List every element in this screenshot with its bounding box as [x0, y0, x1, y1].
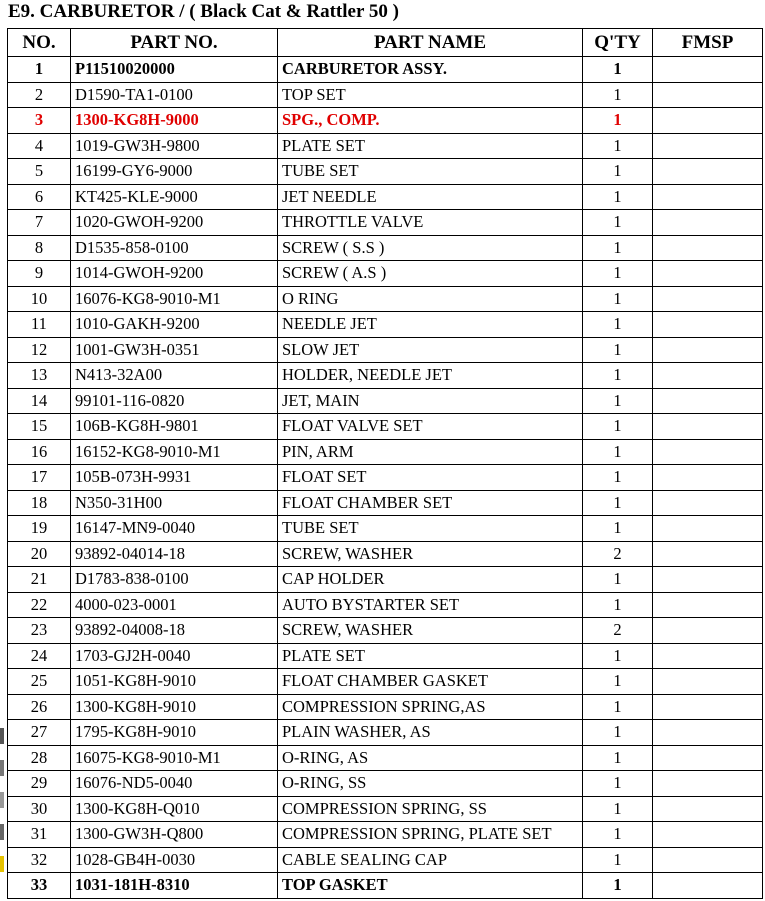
- row-number: 14: [8, 388, 71, 414]
- part-name-cell: FLOAT VALVE SET: [278, 414, 583, 440]
- table-row: [8, 108, 763, 134]
- row-number: 6: [8, 184, 71, 210]
- row-number: 7: [8, 210, 71, 236]
- quantity-cell: 1: [583, 108, 653, 134]
- table-row: [8, 745, 763, 771]
- part-name-cell: NEEDLE JET: [278, 312, 583, 338]
- part-name-cell: SCREW, WASHER: [278, 618, 583, 644]
- quantity-cell: 1: [583, 159, 653, 185]
- quantity-cell: 1: [583, 337, 653, 363]
- part-name-cell: SCREW ( A.S ): [278, 261, 583, 287]
- part-name-cell: TUBE SET: [278, 159, 583, 185]
- quantity-cell: 1: [583, 414, 653, 440]
- fmsp-cell: [653, 643, 763, 669]
- row-number: 12: [8, 337, 71, 363]
- part-name-cell: SPG., COMP.: [278, 108, 583, 134]
- fmsp-cell: [653, 873, 763, 899]
- part-name-cell: THROTTLE VALVE: [278, 210, 583, 236]
- row-number: 5: [8, 159, 71, 185]
- quantity-cell: 1: [583, 261, 653, 287]
- part-name-cell: PLATE SET: [278, 643, 583, 669]
- part-number-cell: 1703-GJ2H-0040: [71, 643, 278, 669]
- fmsp-cell: [653, 312, 763, 338]
- table-row: [8, 414, 763, 440]
- part-name-cell: AUTO BYSTARTER SET: [278, 592, 583, 618]
- part-name-cell: PIN, ARM: [278, 439, 583, 465]
- row-number: 9: [8, 261, 71, 287]
- part-name-cell: TOP GASKET: [278, 873, 583, 899]
- table-header-row: [8, 29, 763, 57]
- quantity-cell: 1: [583, 210, 653, 236]
- table-row: [8, 82, 763, 108]
- part-name-cell: TUBE SET: [278, 516, 583, 542]
- row-number: 10: [8, 286, 71, 312]
- quantity-cell: 1: [583, 82, 653, 108]
- table-row: [8, 720, 763, 746]
- quantity-cell: 1: [583, 490, 653, 516]
- part-name-cell: COMPRESSION SPRING, SS: [278, 796, 583, 822]
- table-row: [8, 873, 763, 899]
- quantity-cell: 1: [583, 720, 653, 746]
- fmsp-cell: [653, 796, 763, 822]
- part-number-cell: 99101-116-0820: [71, 388, 278, 414]
- part-number-cell: KT425-KLE-9000: [71, 184, 278, 210]
- row-number: 30: [8, 796, 71, 822]
- row-number: 27: [8, 720, 71, 746]
- row-number: 8: [8, 235, 71, 261]
- row-number: 32: [8, 847, 71, 873]
- part-number-cell: 1300-KG8H-9000: [71, 108, 278, 134]
- part-name-cell: CARBURETOR ASSY.: [278, 57, 583, 83]
- part-number-cell: 16076-KG8-9010-M1: [71, 286, 278, 312]
- part-number-cell: 1031-181H-8310: [71, 873, 278, 899]
- row-number: 20: [8, 541, 71, 567]
- part-name-cell: FLOAT CHAMBER SET: [278, 490, 583, 516]
- quantity-cell: 1: [583, 439, 653, 465]
- table-row: [8, 159, 763, 185]
- table-row: [8, 541, 763, 567]
- row-number: 18: [8, 490, 71, 516]
- quantity-cell: 1: [583, 822, 653, 848]
- part-number-cell: 1020-GWOH-9200: [71, 210, 278, 236]
- table-row: [8, 312, 763, 338]
- part-name-cell: O-RING, AS: [278, 745, 583, 771]
- fmsp-cell: [653, 388, 763, 414]
- fmsp-cell: [653, 771, 763, 797]
- part-number-cell: P11510020000: [71, 57, 278, 83]
- page-title: E9. CARBURETOR / ( Black Cat & Rattler 50 ): [8, 1, 399, 22]
- part-number-cell: 1051-KG8H-9010: [71, 669, 278, 695]
- row-number: 26: [8, 694, 71, 720]
- part-number-cell: 1795-KG8H-9010: [71, 720, 278, 746]
- table-row: [8, 439, 763, 465]
- table-row: [8, 669, 763, 695]
- part-name-cell: PLATE SET: [278, 133, 583, 159]
- table-row: [8, 210, 763, 236]
- row-number: 21: [8, 567, 71, 593]
- table-row: [8, 235, 763, 261]
- part-number-cell: 4000-023-0001: [71, 592, 278, 618]
- table-row: [8, 822, 763, 848]
- part-name-cell: COMPRESSION SPRING,AS: [278, 694, 583, 720]
- fmsp-cell: [653, 618, 763, 644]
- fmsp-cell: [653, 261, 763, 287]
- part-name-cell: JET NEEDLE: [278, 184, 583, 210]
- parts-table: [7, 28, 763, 899]
- part-number-cell: 93892-04008-18: [71, 618, 278, 644]
- part-name-cell: FLOAT SET: [278, 465, 583, 491]
- row-number: 15: [8, 414, 71, 440]
- table-row: [8, 388, 763, 414]
- part-name-cell: SCREW ( S.S ): [278, 235, 583, 261]
- fmsp-cell: [653, 159, 763, 185]
- part-number-cell: 93892-04014-18: [71, 541, 278, 567]
- part-number-cell: 106B-KG8H-9801: [71, 414, 278, 440]
- row-number: 19: [8, 516, 71, 542]
- fmsp-cell: [653, 235, 763, 261]
- quantity-cell: 1: [583, 796, 653, 822]
- part-number-cell: 16075-KG8-9010-M1: [71, 745, 278, 771]
- fmsp-cell: [653, 847, 763, 873]
- column-header-no: NO.: [8, 29, 71, 57]
- part-name-cell: COMPRESSION SPRING, PLATE SET: [278, 822, 583, 848]
- quantity-cell: 1: [583, 694, 653, 720]
- part-number-cell: 16152-KG8-9010-M1: [71, 439, 278, 465]
- table-row: [8, 847, 763, 873]
- quantity-cell: 1: [583, 516, 653, 542]
- fmsp-cell: [653, 57, 763, 83]
- quantity-cell: 1: [583, 873, 653, 899]
- part-number-cell: D1590-TA1-0100: [71, 82, 278, 108]
- part-number-cell: 1028-GB4H-0030: [71, 847, 278, 873]
- table-row: [8, 261, 763, 287]
- fmsp-cell: [653, 490, 763, 516]
- table-row: [8, 363, 763, 389]
- row-number: 3: [8, 108, 71, 134]
- part-number-cell: 1300-GW3H-Q800: [71, 822, 278, 848]
- part-name-cell: PLAIN WASHER, AS: [278, 720, 583, 746]
- part-number-cell: 16076-ND5-0040: [71, 771, 278, 797]
- quantity-cell: 1: [583, 133, 653, 159]
- fmsp-cell: [653, 720, 763, 746]
- fmsp-cell: [653, 337, 763, 363]
- row-number: 24: [8, 643, 71, 669]
- row-number: 17: [8, 465, 71, 491]
- fmsp-cell: [653, 541, 763, 567]
- part-name-cell: TOP SET: [278, 82, 583, 108]
- fmsp-cell: [653, 363, 763, 389]
- fmsp-cell: [653, 133, 763, 159]
- fmsp-cell: [653, 184, 763, 210]
- table-row: [8, 796, 763, 822]
- table-row: [8, 567, 763, 593]
- fmsp-cell: [653, 694, 763, 720]
- fmsp-cell: [653, 745, 763, 771]
- part-name-cell: CABLE SEALING CAP: [278, 847, 583, 873]
- row-number: 33: [8, 873, 71, 899]
- quantity-cell: 1: [583, 235, 653, 261]
- part-number-cell: D1535-858-0100: [71, 235, 278, 261]
- quantity-cell: 1: [583, 363, 653, 389]
- table-row: [8, 184, 763, 210]
- row-number: 1: [8, 57, 71, 83]
- quantity-cell: 1: [583, 745, 653, 771]
- part-number-cell: 1300-KG8H-9010: [71, 694, 278, 720]
- row-number: 31: [8, 822, 71, 848]
- parts-table-body: [8, 57, 763, 899]
- part-number-cell: 1010-GAKH-9200: [71, 312, 278, 338]
- row-number: 4: [8, 133, 71, 159]
- part-name-cell: SLOW JET: [278, 337, 583, 363]
- quantity-cell: 1: [583, 465, 653, 491]
- column-header-qty: Q'TY: [583, 29, 653, 57]
- table-row: [8, 592, 763, 618]
- quantity-cell: 1: [583, 567, 653, 593]
- quantity-cell: 1: [583, 388, 653, 414]
- part-number-cell: D1783-838-0100: [71, 567, 278, 593]
- table-row: [8, 286, 763, 312]
- table-row: [8, 618, 763, 644]
- part-number-cell: 1001-GW3H-0351: [71, 337, 278, 363]
- fmsp-cell: [653, 822, 763, 848]
- fmsp-cell: [653, 567, 763, 593]
- part-name-cell: O RING: [278, 286, 583, 312]
- quantity-cell: 1: [583, 57, 653, 83]
- fmsp-cell: [653, 286, 763, 312]
- fmsp-cell: [653, 592, 763, 618]
- quantity-cell: 2: [583, 618, 653, 644]
- fmsp-cell: [653, 414, 763, 440]
- quantity-cell: 1: [583, 771, 653, 797]
- fmsp-cell: [653, 82, 763, 108]
- part-number-cell: N350-31H00: [71, 490, 278, 516]
- part-number-cell: 16199-GY6-9000: [71, 159, 278, 185]
- row-number: 25: [8, 669, 71, 695]
- row-number: 29: [8, 771, 71, 797]
- quantity-cell: 2: [583, 541, 653, 567]
- row-number: 23: [8, 618, 71, 644]
- row-number: 11: [8, 312, 71, 338]
- quantity-cell: 1: [583, 592, 653, 618]
- part-name-cell: CAP HOLDER: [278, 567, 583, 593]
- fmsp-cell: [653, 465, 763, 491]
- part-number-cell: 1300-KG8H-Q010: [71, 796, 278, 822]
- table-row: [8, 694, 763, 720]
- fmsp-cell: [653, 516, 763, 542]
- table-row: [8, 337, 763, 363]
- quantity-cell: 1: [583, 312, 653, 338]
- part-number-cell: 1014-GWOH-9200: [71, 261, 278, 287]
- part-number-cell: N413-32A00: [71, 363, 278, 389]
- part-number-cell: 16147-MN9-0040: [71, 516, 278, 542]
- quantity-cell: 1: [583, 286, 653, 312]
- fmsp-cell: [653, 210, 763, 236]
- table-row: [8, 516, 763, 542]
- part-number-cell: 105B-073H-9931: [71, 465, 278, 491]
- quantity-cell: 1: [583, 847, 653, 873]
- fmsp-cell: [653, 439, 763, 465]
- part-name-cell: SCREW, WASHER: [278, 541, 583, 567]
- table-row: [8, 57, 763, 83]
- column-header-fmsp: FMSP: [653, 29, 763, 57]
- fmsp-cell: [653, 669, 763, 695]
- table-row: [8, 490, 763, 516]
- table-row: [8, 771, 763, 797]
- row-number: 22: [8, 592, 71, 618]
- row-number: 28: [8, 745, 71, 771]
- quantity-cell: 1: [583, 669, 653, 695]
- table-row: [8, 643, 763, 669]
- fmsp-cell: [653, 108, 763, 134]
- quantity-cell: 1: [583, 184, 653, 210]
- row-number: 16: [8, 439, 71, 465]
- part-name-cell: HOLDER, NEEDLE JET: [278, 363, 583, 389]
- table-row: [8, 465, 763, 491]
- column-header-part-name: PART NAME: [278, 29, 583, 57]
- column-header-part-no: PART NO.: [71, 29, 278, 57]
- row-number: 2: [8, 82, 71, 108]
- table-row: [8, 133, 763, 159]
- part-number-cell: 1019-GW3H-9800: [71, 133, 278, 159]
- part-name-cell: FLOAT CHAMBER GASKET: [278, 669, 583, 695]
- page-edge-artifact: [0, 728, 4, 888]
- part-name-cell: O-RING, SS: [278, 771, 583, 797]
- part-name-cell: JET, MAIN: [278, 388, 583, 414]
- quantity-cell: 1: [583, 643, 653, 669]
- row-number: 13: [8, 363, 71, 389]
